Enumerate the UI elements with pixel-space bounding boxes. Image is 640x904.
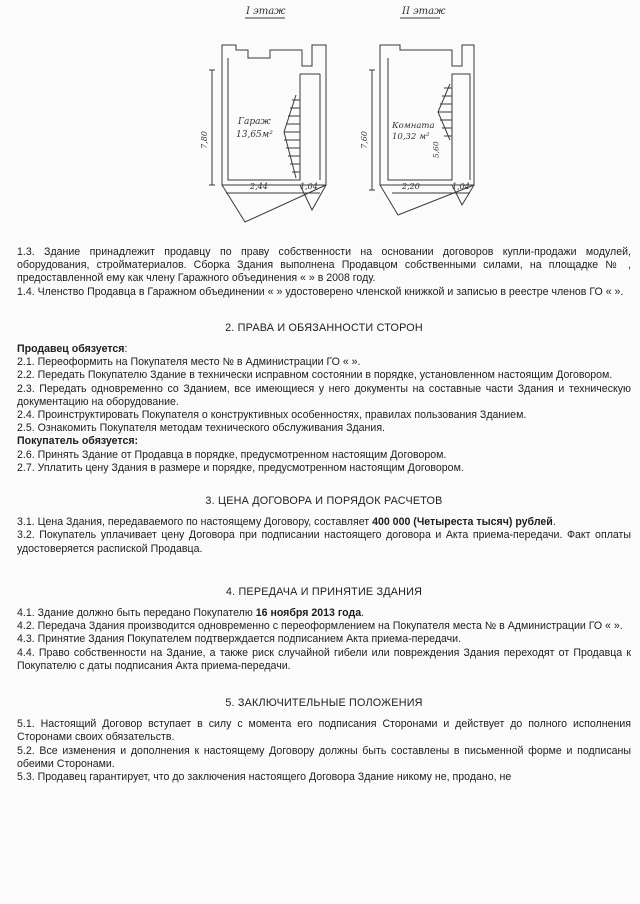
floor2-room-name: Комната xyxy=(392,121,435,131)
section-3-title: 3. ЦЕНА ДОГОВОРА И ПОРЯДОК РАСЧЕТОВ xyxy=(205,495,443,508)
floor2-dim-height-outer: 7,60 xyxy=(359,131,369,149)
contract-text xyxy=(17,246,631,784)
clause-4-1 xyxy=(17,607,631,620)
clause-2-3: 2.3. Передать одновременно со Зданием, все имеющиеся у него документы на составные части Здания и техническую документацию на оборудование. xyxy=(17,382,631,408)
clause-2-4: 2.4. Проинструктировать Покупателя о конструктивных особенностях, правилах пользования Зданием. xyxy=(17,409,527,422)
floor2-dim-height-inner: 5,60 xyxy=(431,141,441,159)
floor1-room-area: 13,65м² xyxy=(236,130,273,140)
clause-4-2: 4.2. Передача Здания производится одновременно с переоформлением на Покупателя места № в Администрации ГО « ». xyxy=(17,620,623,633)
clause-2-5: 2.5. Ознакомить Покупателя методам технического обслуживания Здания. xyxy=(17,422,385,435)
floor1-room-name: Гараж xyxy=(238,117,271,127)
floor-plan-drawing xyxy=(0,0,640,225)
section-2-title: 2. ПРАВА И ОБЯЗАННОСТИ СТОРОН xyxy=(225,321,423,334)
seller-obliged-colon: : xyxy=(124,343,128,356)
floor-plan-svg xyxy=(0,0,640,225)
clause-3-1-price: 400 000 (Четыреста тысяч) рублей xyxy=(372,516,553,529)
clause-2-6: 2.6. Принять Здание от Продавца в порядке, предусмотренном настоящим Договором. xyxy=(17,448,447,461)
floor1-heading: I этаж xyxy=(246,6,286,17)
clause-4-1-start: 4.1. Здание должно быть передано Покупателю xyxy=(17,607,256,620)
clause-3-1-end: . xyxy=(552,516,556,529)
floor2-heading: II этаж xyxy=(402,6,446,17)
floor2-dim-width-room: 2,20 xyxy=(402,182,420,191)
floor2-dim-width-stair: 1,04 xyxy=(452,182,470,191)
seller-obliged-label: Продавец обязуется xyxy=(17,343,125,356)
seller-obliged-heading xyxy=(17,343,631,356)
clause-5-3: 5.3. Продавец гарантирует, что до заключения настоящего Договора Здание никому не, продано, не xyxy=(17,771,512,784)
floor1-dim-width-stair: 1,04 xyxy=(300,182,318,191)
clause-4-3: 4.3. Принятие Здания Покупателем подтверждается подписанием Акта приема-передачи. xyxy=(17,633,462,646)
floor2-room-area: 10,32 м² xyxy=(392,132,430,142)
clause-5-2: 5.2. Все изменения и дополнения к настоящему Договору должны быть составлены в письменной форме и подписаны обеими Сторонами. xyxy=(17,744,631,770)
section-4-title: 4. ПЕРЕДАЧА И ПРИНЯТИЕ ЗДАНИЯ xyxy=(225,585,423,598)
floor1-dim-height: 7,80 xyxy=(199,131,209,149)
clause-3-1 xyxy=(17,516,631,529)
buyer-obliged-heading: Покупатель обязуется: xyxy=(17,435,139,448)
section-5-title: 5. ЗАКЛЮЧИТЕЛЬНЫЕ ПОЛОЖЕНИЯ xyxy=(225,697,423,710)
clause-5-1: 5.1. Настоящий Договор вступает в силу с момента его подписания Сторонами и действует до полного исполнения Сторонами своих обязательств. xyxy=(17,718,631,744)
clause-4-1-date: 16 ноября 2013 года xyxy=(255,607,362,620)
clause-2-2: 2.2. Передать Покупателю Здание в технически исправном состоянии в порядке, установленном настоящим Договором. xyxy=(17,369,613,382)
clause-3-1-start: 3.1. Цена Здания, передаваемого по настоящему Договору, составляет xyxy=(17,516,373,529)
clause-2-1: 2.1. Переоформить на Покупателя место № в Администрации ГО « ». xyxy=(17,356,361,369)
floor1-dim-width-room: 2,44 xyxy=(250,182,268,191)
clause-4-4: 4.4. Право собственности на Здание, а также риск случайной гибели или повреждения Здания переходят от Продавца к Покупателю с даты подписания Акта приема-передачи. xyxy=(17,646,631,672)
clause-3-2: 3.2. Покупатель уплачивает цену Договора при подписании настоящего договора и Акта приема-передачи. Факт оплаты удостоверяется распиской Продавца. xyxy=(17,529,631,555)
clause-1-4: 1.4. Членство Продавца в Гаражном объединении « » удостоверено членской книжкой и записью в реестре членов ГО « ». xyxy=(17,285,624,298)
clause-1-3: 1.3. Здание принадлежит продавцу по праву собственности на основании договоров купли-продажи модулей, оборудования, стройматериалов. Сборка Здания выполнена Продавцом собственными силами, на площадке № , предоставленной ему как члену Гаражного объединения « » в 2008 году. xyxy=(17,246,631,285)
clause-4-1-end: . xyxy=(361,607,365,620)
clause-2-7: 2.7. Уплатить цену Здания в размере и порядке, предусмотренном настоящим Договором. xyxy=(17,461,464,474)
